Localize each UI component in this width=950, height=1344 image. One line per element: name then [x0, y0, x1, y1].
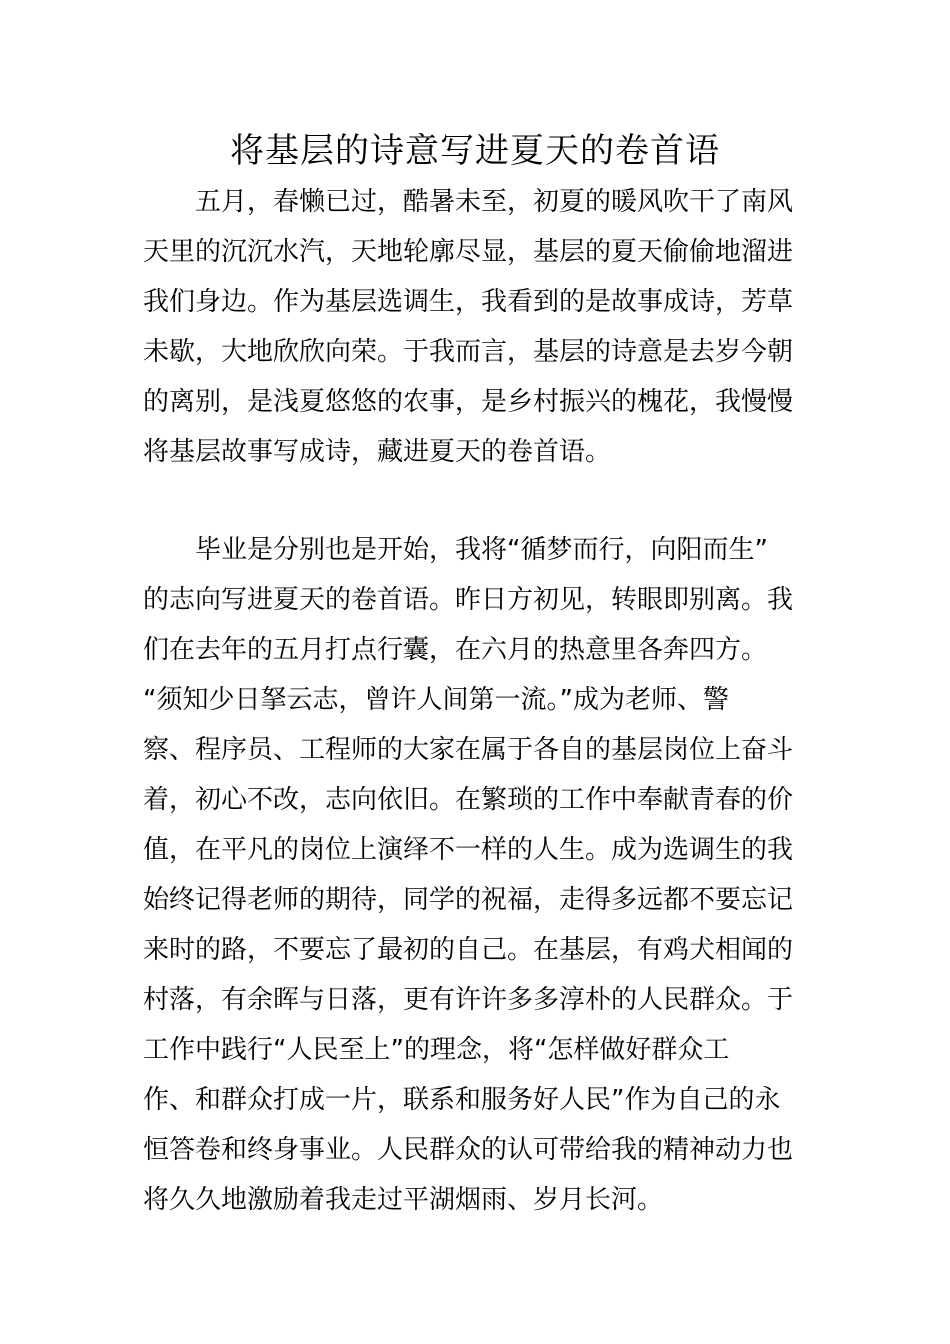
paragraph-line: 未歇，大地欣欣向荣。于我而言，基层的诗意是去岁今朝 — [143, 337, 794, 367]
paragraph-line: 的离别，是浅夏悠悠的农事，是乡村振兴的槐花，我慢慢 — [143, 387, 794, 417]
paragraph-2 — [143, 525, 813, 1225]
paragraph-line: 五月，春懒已过，酷暑未至，初夏的暖风吹干了南风 — [195, 187, 794, 217]
paragraph-line: 始终记得老师的期待，同学的祝福，走得多远都不要忘记 — [143, 885, 794, 915]
paragraph-line: “须知少日拏云志，曾许人间第一流。”成为老师、警 — [143, 685, 729, 715]
paragraph-line: 们在去年的五月打点行囊，在六月的热意里各奔四方。 — [143, 635, 768, 665]
paragraph-line: 毕业是分别也是开始，我将“循梦而行，向阳而生” — [195, 535, 768, 565]
paragraph-line: 恒答卷和终身事业。人民群众的认可带给我的精神动力也 — [143, 1135, 794, 1165]
paragraph-line: 将久久地激励着我走过平湖烟雨、岁月长河。 — [143, 1185, 664, 1215]
paragraph-line: 作、和群众打成一片，联系和服务好人民”作为自己的永 — [143, 1085, 781, 1115]
paragraph-line: 我们身边。作为基层选调生，我看到的是故事成诗，芳草 — [143, 287, 794, 317]
document-title: 将基层的诗意写进夏天的卷首语 — [230, 131, 720, 171]
paragraph-line: 天里的沉沉水汽，天地轮廓尽显，基层的夏天偷偷地溜进 — [143, 237, 794, 267]
paragraph-line: 值，在平凡的岗位上演绎不一样的人生。成为选调生的我 — [143, 835, 794, 865]
paragraph-line: 着，初心不改，志向依旧。在繁琐的工作中奉献青春的价 — [143, 785, 794, 815]
paragraph-line: 村落，有余晖与日落，更有许许多多淳朴的人民群众。于 — [143, 985, 794, 1015]
paragraph-line: 将基层故事写成诗，藏进夏天的卷首语。 — [143, 437, 612, 467]
paragraph-line: 察、程序员、工程师的大家在属于各自的基层岗位上奋斗 — [143, 735, 794, 765]
paragraph-line: 来时的路，不要忘了最初的自己。在基层，有鸡犬相闻的 — [143, 935, 794, 965]
paragraph-line: 工作中践行“人民至上”的理念，将“怎样做好群众工 — [143, 1035, 730, 1065]
paragraph-line: 的志向写进夏天的卷首语。昨日方初见，转眼即别离。我 — [143, 585, 794, 615]
paragraph-1 — [143, 177, 813, 477]
